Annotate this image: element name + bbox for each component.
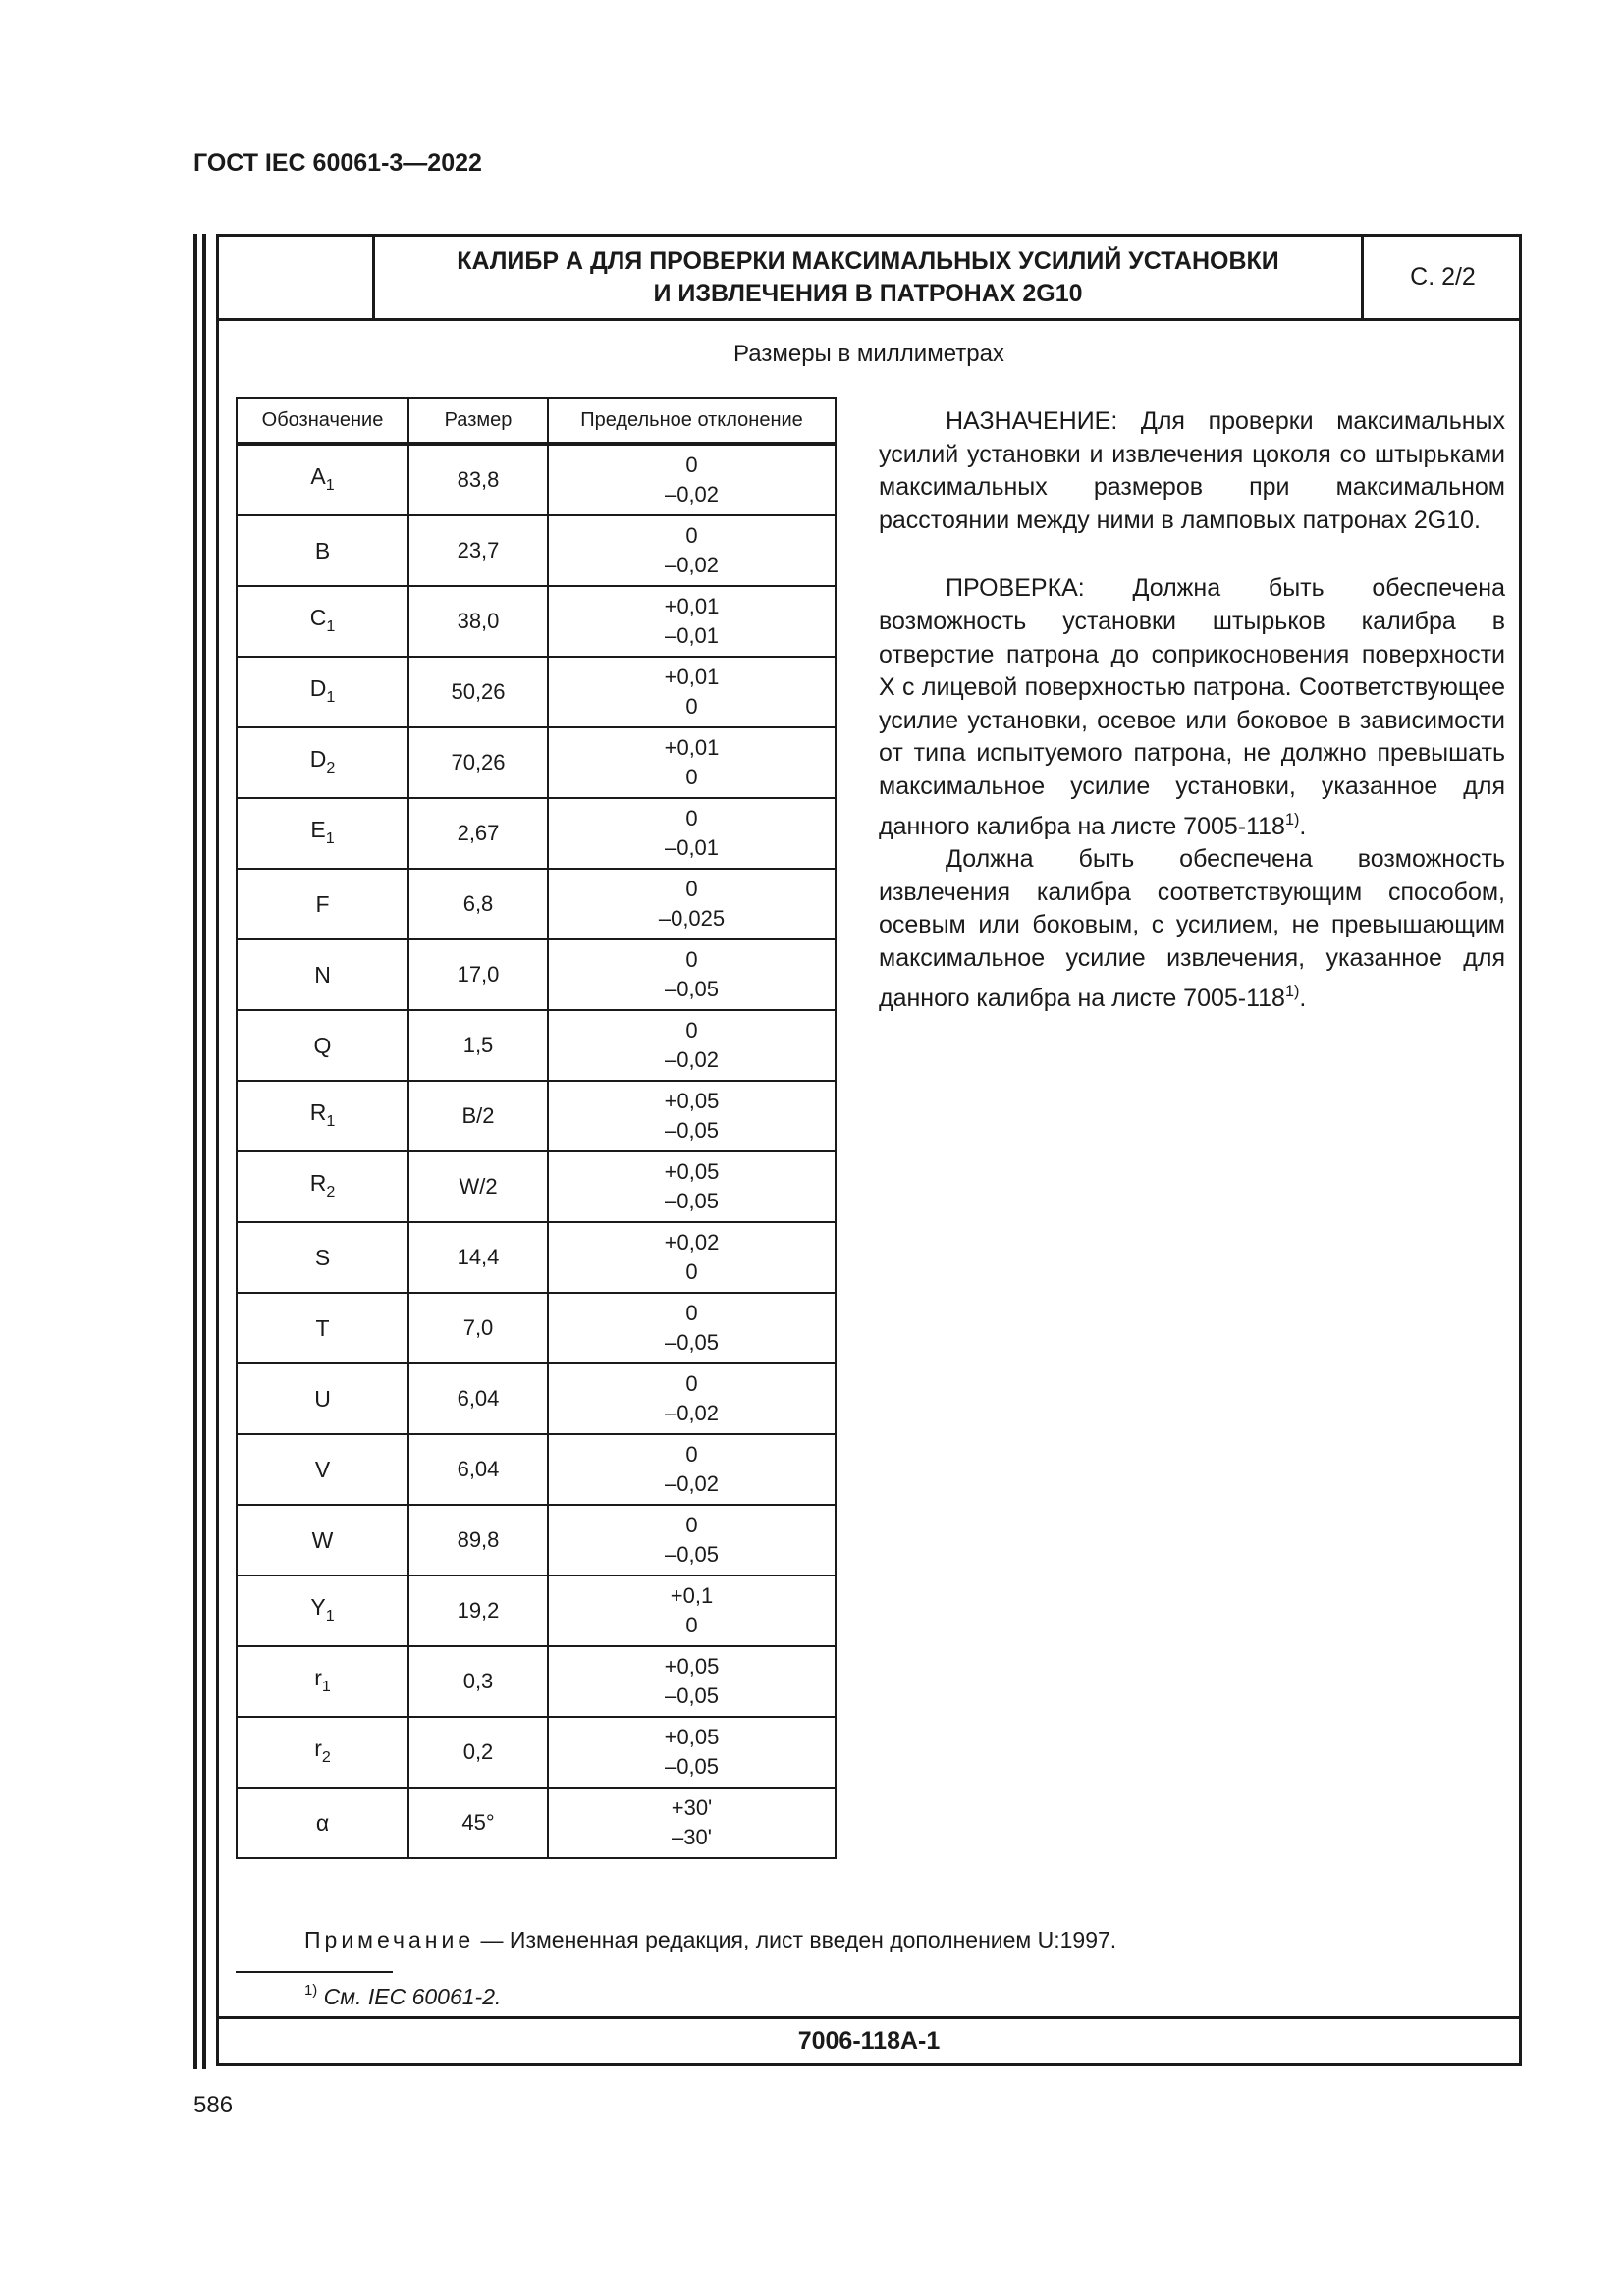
deviation-upper: 0 — [685, 806, 698, 830]
size-cell: 7,0 — [408, 1293, 548, 1363]
deviation-lower: –30' — [672, 1825, 712, 1849]
deviation-cell — [548, 1717, 836, 1788]
size-cell: 89,8 — [408, 1505, 548, 1575]
designation-cell: V — [237, 1434, 408, 1505]
table-row — [237, 444, 836, 515]
size-cell: 38,0 — [408, 586, 548, 657]
deviation-lower: 0 — [685, 1613, 698, 1637]
deviation-cell — [548, 586, 836, 657]
footnote-reference: 1) — [1284, 810, 1300, 828]
table-row — [237, 1788, 836, 1858]
table-row — [237, 1363, 836, 1434]
table-row — [237, 1222, 836, 1293]
table-row — [237, 1646, 836, 1717]
table-row — [237, 1151, 836, 1222]
designation-cell: $R_2$ — [237, 1151, 408, 1222]
size-cell: 23,7 — [408, 515, 548, 586]
deviation-cell — [548, 939, 836, 1010]
deviation-upper: +0,01 — [664, 594, 720, 618]
deviation-upper: +0,05 — [664, 1725, 720, 1749]
description-text — [879, 405, 1505, 1015]
designation-cell: N — [237, 939, 408, 1010]
deviation-upper: +0,02 — [664, 1230, 720, 1255]
deviation-cell — [548, 1788, 836, 1858]
deviation-cell — [548, 444, 836, 515]
deviation-lower: 0 — [685, 694, 698, 719]
size-cell: 45° — [408, 1788, 548, 1858]
sheet-title-line: И ИЗВЛЕЧЕНИЯ В ПАТРОНАХ 2G10 — [653, 279, 1083, 307]
sheet-title-line: КАЛИБР А ДЛЯ ПРОВЕРКИ МАКСИМАЛЬНЫХ УСИЛИЙ УСТАНОВКИ — [457, 247, 1279, 275]
deviation-cell — [548, 727, 836, 798]
deviation-cell — [548, 515, 836, 586]
designation-cell: Q — [237, 1010, 408, 1081]
deviation-cell — [548, 657, 836, 727]
units-note: Размеры в миллиметрах — [733, 341, 1004, 367]
size-cell: 0,3 — [408, 1646, 548, 1717]
deviation-cell — [548, 1363, 836, 1434]
extraction-paragraph: Должна быть обеспечена возможность извлечения калибра соответствующим способом, осевым или боковым, с усилием, не превышающим максимальное усилие извлечения, указанное для данного калибра на листе 7005-118$^{1)}$. — [879, 845, 1505, 1012]
deviation-upper: 0 — [685, 947, 698, 972]
table-row — [237, 1293, 836, 1363]
designation-cell: B — [237, 515, 408, 586]
sheet-frame — [216, 234, 1522, 2066]
margin-bar — [193, 234, 197, 2069]
footnote-reference: 1) — [1284, 982, 1300, 1000]
designation-cell: α — [237, 1788, 408, 1858]
designation-cell: $A_1$ — [237, 444, 408, 515]
size-cell: 50,26 — [408, 657, 548, 727]
deviation-cell — [548, 1081, 836, 1151]
deviation-lower: –0,02 — [664, 1047, 720, 1072]
deviation-cell — [548, 869, 836, 939]
table-row — [237, 939, 836, 1010]
table-row — [237, 727, 836, 798]
column-header-designation: Обозначение — [237, 398, 408, 444]
designation-cell: $r_2$ — [237, 1717, 408, 1788]
sheet-page-indicator: С. 2/2 — [1361, 237, 1522, 318]
deviation-lower: –0,02 — [664, 1401, 720, 1425]
designation-cell: S — [237, 1222, 408, 1293]
designation-cell: T — [237, 1293, 408, 1363]
table-row — [237, 1434, 836, 1505]
column-header-deviation: Предельное отклонение — [548, 398, 836, 444]
deviation-cell — [548, 1010, 836, 1081]
designation-cell: F — [237, 869, 408, 939]
deviation-cell — [548, 1293, 836, 1363]
deviation-upper: 0 — [685, 1018, 698, 1042]
note-text: — Измененная редакция, лист введен дополнением U:1997. — [474, 1927, 1117, 1952]
size-cell: 0,2 — [408, 1717, 548, 1788]
deviation-lower: –0,05 — [664, 1683, 720, 1708]
table-row — [237, 657, 836, 727]
margin-bar — [202, 234, 206, 2069]
deviation-cell — [548, 1434, 836, 1505]
deviation-lower: –0,05 — [664, 1754, 720, 1779]
table-row — [237, 1717, 836, 1788]
footnote-divider — [236, 1971, 393, 1973]
designation-cell: W — [237, 1505, 408, 1575]
deviation-upper: 0 — [685, 1513, 698, 1537]
table-row — [237, 515, 836, 586]
deviation-upper: 0 — [685, 1301, 698, 1325]
deviation-upper: 0 — [685, 523, 698, 548]
size-cell: 2,67 — [408, 798, 548, 869]
size-cell: 70,26 — [408, 727, 548, 798]
table-row — [237, 798, 836, 869]
table-row — [237, 1081, 836, 1151]
footnote — [304, 1982, 501, 2010]
table-row — [237, 1505, 836, 1575]
deviation-upper: +0,05 — [664, 1654, 720, 1679]
sheet-title — [375, 237, 1361, 318]
designation-cell: $C_1$ — [237, 586, 408, 657]
size-cell: 6,8 — [408, 869, 548, 939]
deviation-upper: 0 — [685, 1442, 698, 1467]
deviation-cell — [548, 1222, 836, 1293]
check-paragraph: ПРОВЕРКА: Должна быть обеспечена возможность установки штырьков калибра в отверстие патрона до соприкосновения поверхности X с лицевой поверхностью патрона. Соответствующее усилие установки, осевое или боковое в зависимости от типа испытуемого патрона, не должно превышать максимальное усилие установки, указанное для данного калибра на листе 7005-118$^{1)}$. — [879, 574, 1505, 840]
size-cell: 6,04 — [408, 1363, 548, 1434]
deviation-upper: 0 — [685, 1371, 698, 1396]
deviation-upper: +30' — [671, 1795, 713, 1820]
designation-cell: $R_1$ — [237, 1081, 408, 1151]
deviation-upper: +0,1 — [670, 1583, 714, 1608]
size-cell: 19,2 — [408, 1575, 548, 1646]
table-row — [237, 586, 836, 657]
designation-cell: U — [237, 1363, 408, 1434]
deviation-lower: –0,025 — [658, 906, 726, 931]
deviation-cell — [548, 1505, 836, 1575]
deviation-upper: +0,01 — [664, 665, 720, 689]
deviation-cell — [548, 1151, 836, 1222]
header-blank-cell — [219, 237, 375, 318]
footnote-marker: 1) — [304, 1982, 318, 1999]
deviation-lower: –0,01 — [664, 835, 720, 860]
deviation-lower: –0,05 — [664, 1118, 720, 1143]
deviation-lower: –0,02 — [664, 482, 720, 507]
deviation-upper: +0,01 — [664, 735, 720, 760]
deviation-lower: 0 — [685, 765, 698, 789]
deviation-cell — [548, 1575, 836, 1646]
size-cell: B/2 — [408, 1081, 548, 1151]
header-divider — [219, 318, 1519, 321]
designation-cell: $Y_1$ — [237, 1575, 408, 1646]
column-header-size: Размер — [408, 398, 548, 444]
deviation-lower: –0,05 — [664, 1542, 720, 1567]
dimensions-table — [236, 397, 837, 1859]
deviation-lower: –0,05 — [664, 1330, 720, 1355]
deviation-upper: +0,05 — [664, 1089, 720, 1113]
deviation-upper: 0 — [685, 877, 698, 901]
size-cell: 83,8 — [408, 444, 548, 515]
size-cell: 1,5 — [408, 1010, 548, 1081]
table-header-row — [237, 398, 836, 444]
deviation-upper: +0,05 — [664, 1159, 720, 1184]
note — [304, 1927, 1116, 1953]
deviation-lower: –0,05 — [664, 1189, 720, 1213]
size-cell: 6,04 — [408, 1434, 548, 1505]
designation-cell: $D_2$ — [237, 727, 408, 798]
deviation-upper: 0 — [685, 453, 698, 477]
page-number: 586 — [193, 2092, 234, 2118]
document-code: ГОСТ IEC 60061-3—2022 — [193, 149, 482, 177]
table-row — [237, 869, 836, 939]
deviation-lower: –0,02 — [664, 1471, 720, 1496]
size-cell: 14,4 — [408, 1222, 548, 1293]
purpose-paragraph: НАЗНАЧЕНИЕ: Для проверки максимальных усилий установки и извлечения цоколя со штырьками максимальных размеров при максимальном расстоянии между ними в ламповых патронах 2G10. — [879, 407, 1505, 534]
deviation-lower: –0,02 — [664, 553, 720, 577]
deviation-cell — [548, 798, 836, 869]
footnote-text: См. IEC 60061-2. — [317, 1984, 502, 2009]
deviation-lower: 0 — [685, 1259, 698, 1284]
designation-cell: $r_1$ — [237, 1646, 408, 1717]
deviation-cell — [548, 1646, 836, 1717]
deviation-lower: –0,05 — [664, 977, 720, 1001]
designation-cell: $E_1$ — [237, 798, 408, 869]
size-cell: 17,0 — [408, 939, 548, 1010]
note-label: Примечание — [304, 1927, 475, 1952]
table-row — [237, 1010, 836, 1081]
deviation-lower: –0,01 — [664, 623, 720, 648]
size-cell: W/2 — [408, 1151, 548, 1222]
designation-cell: $D_1$ — [237, 657, 408, 727]
sheet-code: 7006-118A-1 — [797, 2027, 941, 2055]
table-row — [237, 1575, 836, 1646]
